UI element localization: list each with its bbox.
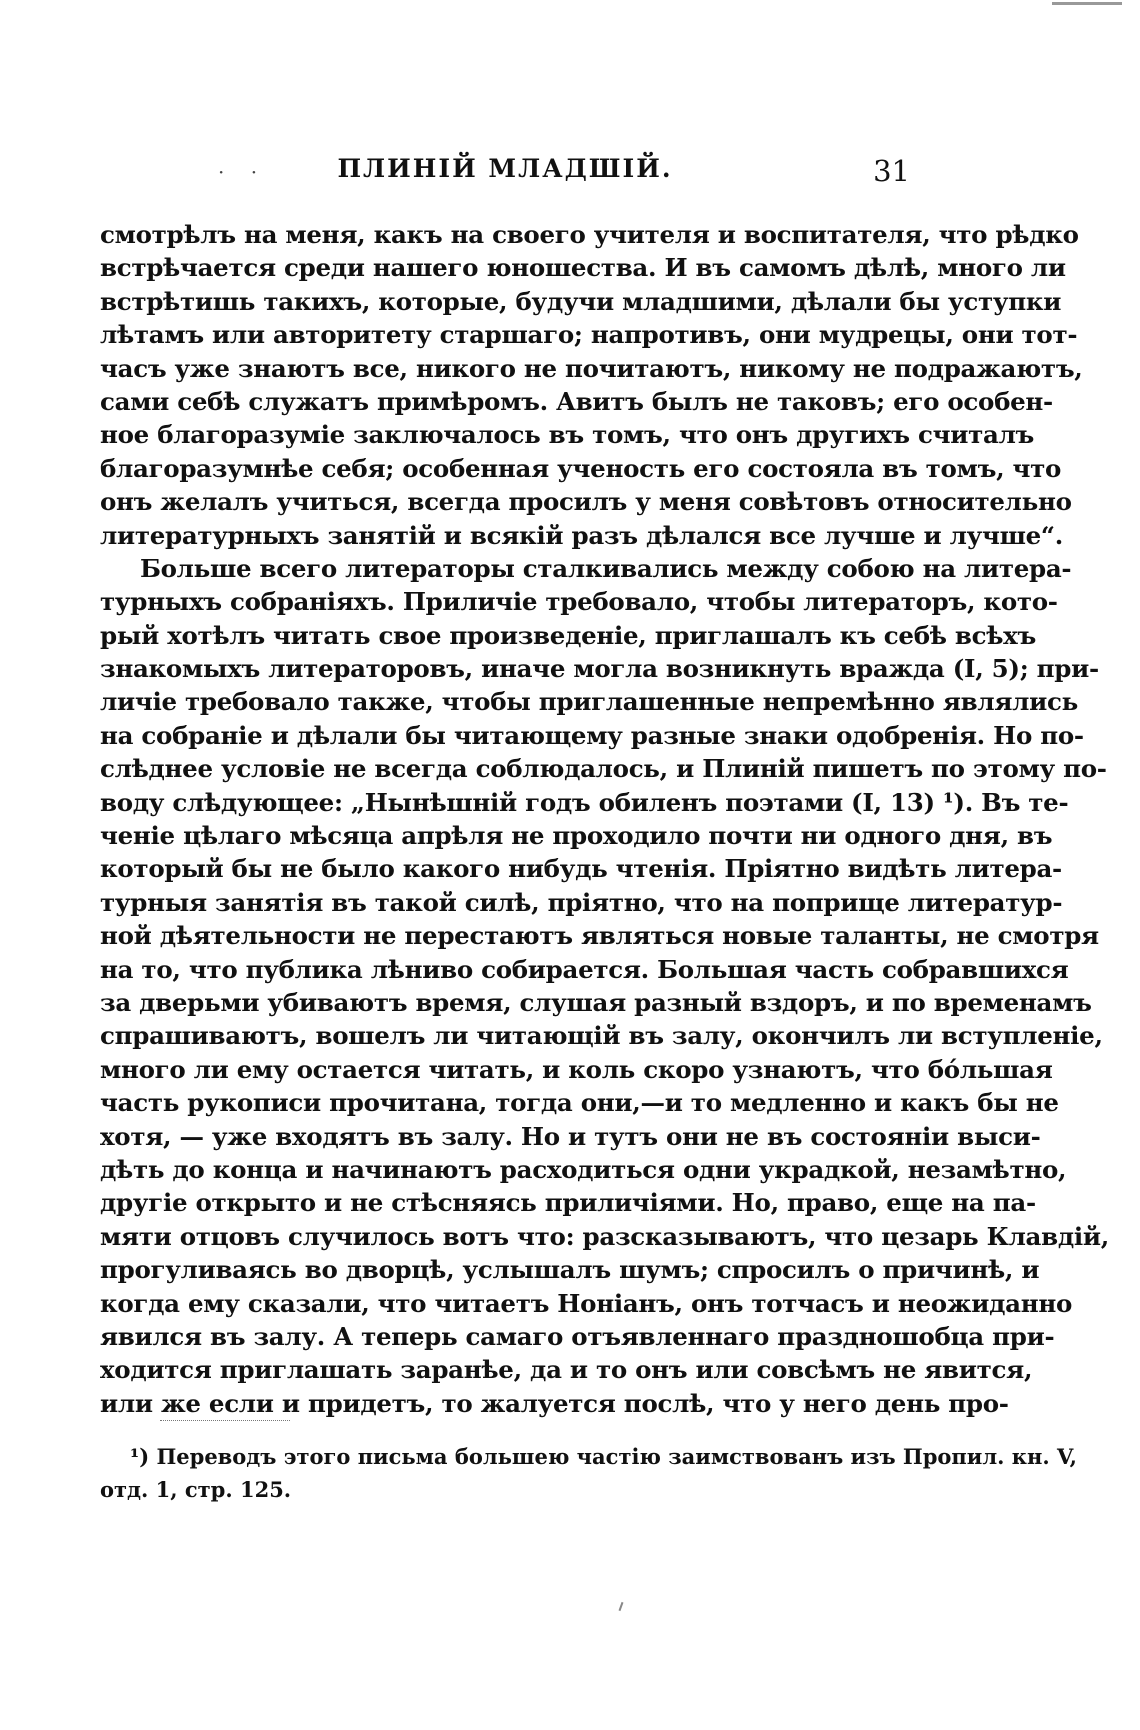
running-header <box>100 154 910 194</box>
text-line: лѣтамъ или авторитету старшаго; напротивъ, они мудрецы, они тот- <box>100 320 1078 350</box>
text-line: рый хотѣлъ читать свое произведеніе, приглашалъ къ себѣ всѣхъ <box>100 620 1036 650</box>
text-line: знакомыхъ литераторовъ, иначе могла возникнуть вражда (I, 5); при- <box>100 654 1099 684</box>
text-line: или же если и придетъ, то жалуется послѣ, что у него день про- <box>100 1388 1009 1418</box>
text-line: прогуливаясь во дворцѣ, услышалъ шумъ; спросилъ о причинѣ, и <box>100 1255 1040 1285</box>
paragraph-start-line: Больше всего литераторы сталкивались между собою на литера- <box>140 553 1072 583</box>
footnote-line: отд. 1, стр. 125. <box>100 1477 292 1502</box>
footnote-rule <box>160 1420 290 1421</box>
text-line: встрѣчается среди нашего юношества. И въ самомъ дѣлѣ, много ли <box>100 253 1066 283</box>
text-line: ченіе цѣлаго мѣсяца апрѣля не проходило почти ни одного дня, въ <box>100 821 1053 851</box>
text-line: на то, что публика лѣниво собирается. Большая часть собравшихся <box>100 954 1069 984</box>
text-line: слѣднее условіе не всегда соблюдалось, и Плиній пишетъ по этому по- <box>100 754 1107 784</box>
text-line: личіе требовало также, чтобы приглашенные непремѣнно являлись <box>100 687 1078 717</box>
text-line: который бы не было какого нибудь чтенія. Пріятно видѣть литера- <box>100 854 1062 884</box>
text-line: турныя занятія въ такой силѣ, пріятно, что на поприще литератур- <box>100 887 1063 917</box>
text-line: литературныхъ занятій и всякій разъ дѣлался все лучше и лучше“. <box>100 520 1063 550</box>
text-line: за дверьми убиваютъ время, слушая разный вздоръ, и по временамъ <box>100 987 1092 1017</box>
footnote <box>100 1440 1077 1506</box>
text-line: другіе открыто и не стѣсняясь приличіями. Но, право, еще на па- <box>100 1188 1036 1218</box>
text-line: воду слѣдующее: „Нынѣшній годъ обиленъ поэтами (I, 13) ¹). Въ те- <box>100 787 1069 817</box>
text-line: онъ желалъ учиться, всегда просилъ у меня совѣтовъ относительно <box>100 487 1072 517</box>
text-line: часъ уже знаютъ все, никого не почитаютъ, никому не подражаютъ, <box>100 353 1083 383</box>
running-title: ПЛИНІЙ МЛАДШІЙ. <box>337 154 673 183</box>
scan-artifact <box>619 1602 624 1611</box>
text-line: благоразумнѣе себя; особенная ученость его состояла въ томъ, что <box>100 453 1062 483</box>
text-line: смотрѣлъ на меня, какъ на своего учителя и воспитателя, что рѣдко <box>100 220 1079 249</box>
header-dots: · · <box>218 160 268 184</box>
text-line: турныхъ собраніяхъ. Приличіе требовало, чтобы литераторъ, кото- <box>100 587 1058 617</box>
text-line: сами себѣ служатъ примѣромъ. Авитъ былъ не таковъ; его особен- <box>100 386 1053 416</box>
text-line: встрѣтишь такихъ, которые, будучи младшими, дѣлали бы уступки <box>100 286 1062 316</box>
text-line: ходится приглашать заранѣе, да и то онъ или совсѣмъ не явится, <box>100 1355 1033 1385</box>
body-text <box>100 218 1109 1420</box>
text-line: ной дѣятельности не перестаютъ являться новые таланты, не смотря <box>100 921 1099 951</box>
text-line: много ли ему остается читать, и коль скоро узнаютъ, что бо́льшая <box>100 1054 1053 1084</box>
footnote-line: ¹) Переводъ этого письма большею частію заимствованъ изъ Пропил. кн. V, <box>130 1444 1077 1469</box>
text-line: явился въ залу. А теперь самаго отъявленнаго праздношобца при- <box>100 1321 1055 1351</box>
text-line: часть рукописи прочитана, тогда они,—и то медленно и какъ бы не <box>100 1088 1059 1118</box>
text-line: спрашиваютъ, вошелъ ли читающій въ залу, окончилъ ли вступленіе, <box>100 1021 1103 1051</box>
text-line: ное благоразуміе заключалось въ томъ, что онъ другихъ считалъ <box>100 420 1035 450</box>
scan-artifact <box>1052 2 1122 5</box>
text-line: на собраніе и дѣлали бы читающему разные знаки одобренія. Но по- <box>100 720 1084 750</box>
text-line: дѣть до конца и начинаютъ расходиться одни украдкой, незамѣтно, <box>100 1154 1067 1184</box>
text-line: мяти отцовъ случилось вотъ что: разсказываютъ, что цезарь Клавдій, <box>100 1221 1109 1251</box>
text-line: когда ему сказали, что читаетъ Ноніанъ, онъ тотчасъ и неожиданно <box>100 1288 1073 1318</box>
text-line: хотя, — уже входятъ въ залу. Но и тутъ они не въ состояніи выси- <box>100 1121 1041 1151</box>
page-number: 31 <box>873 154 910 188</box>
